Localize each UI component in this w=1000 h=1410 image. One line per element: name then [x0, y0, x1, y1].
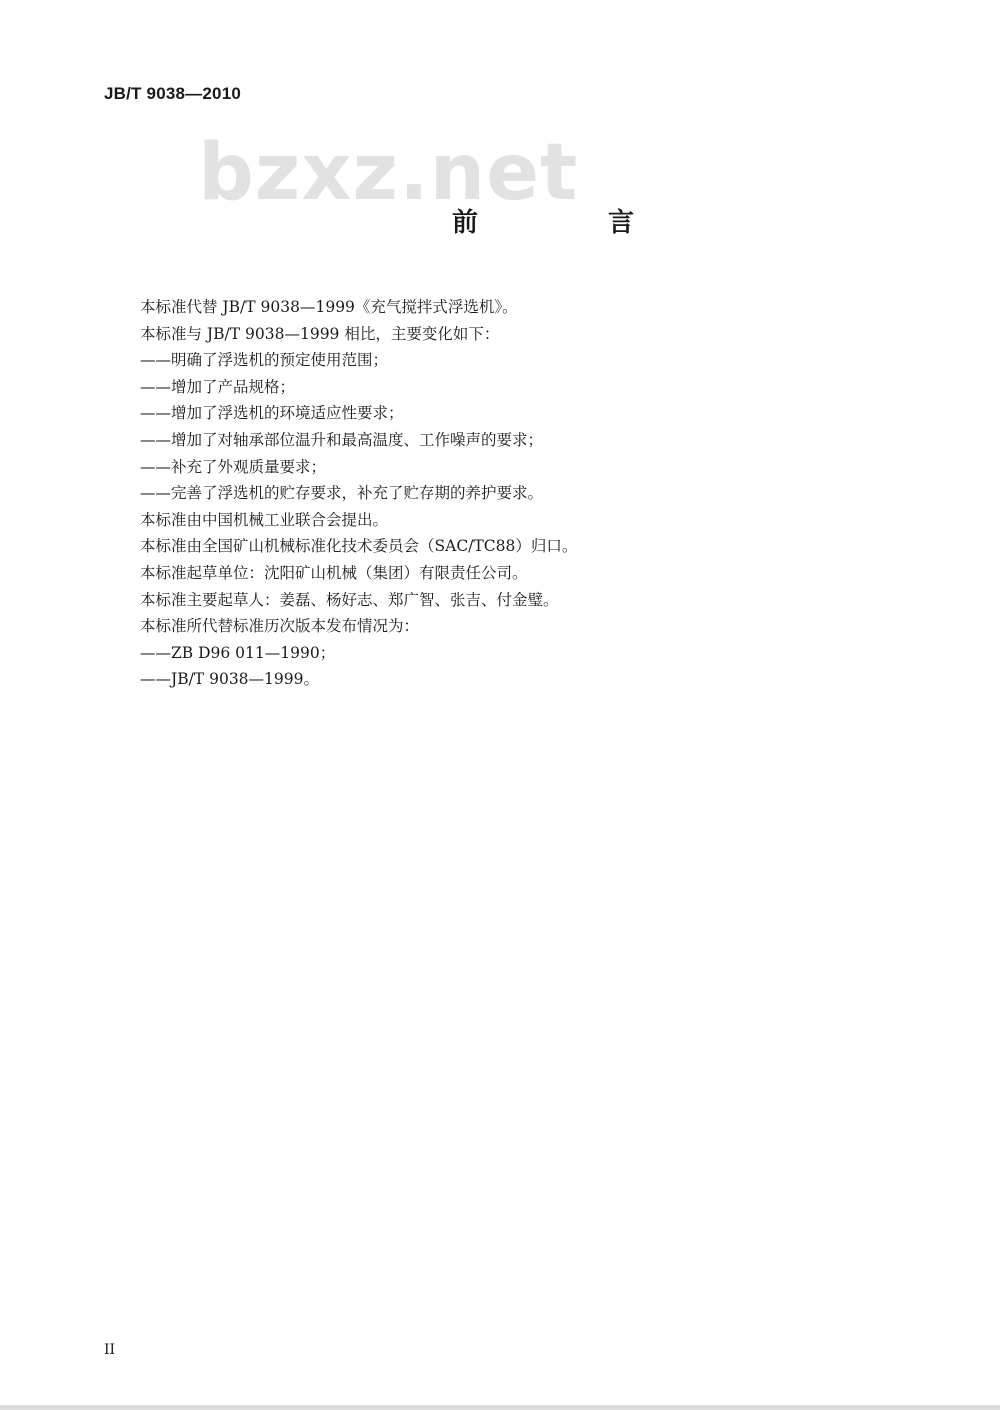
page-bottom-edge	[0, 1405, 1000, 1410]
foreword-line: 本标准所代替标准历次版本发布情况为：	[140, 617, 420, 636]
foreword-line: ——增加了产品规格；	[140, 377, 296, 396]
foreword-line: ——增加了对轴承部位温升和最高温度、工作噪声的要求；	[140, 430, 544, 449]
foreword-line: 本标准代替 JB/T 9038—1999《充气搅拌式浮选机》。	[140, 298, 518, 316]
foreword-line: ——ZB D96 011—1990；	[140, 643, 336, 662]
foreword-line: 本标准起草单位：沈阳矿山机械（集团）有限责任公司。	[140, 563, 528, 582]
foreword-line: 本标准由中国机械工业联合会提出。	[140, 510, 389, 529]
foreword-line: ——补充了外观质量要求；	[140, 457, 327, 476]
foreword-line: 本标准主要起草人：姜磊、杨好志、郑广智、张吉、付金璧。	[140, 590, 559, 609]
page-title: 前 言	[452, 208, 687, 238]
foreword-line: ——JB/T 9038—1999。	[140, 670, 319, 689]
standard-code: JB/T 9038—2010	[104, 84, 241, 103]
foreword-line: ——明确了浮选机的预定使用范围；	[140, 351, 389, 370]
foreword-body	[140, 294, 880, 693]
foreword-line: ——完善了浮选机的贮存要求，补充了贮存期的养护要求。	[140, 484, 544, 503]
watermark: bzxz.net	[198, 128, 579, 218]
foreword-line: ——增加了浮选机的环境适应性要求；	[140, 404, 404, 423]
page-number: II	[104, 1342, 116, 1358]
foreword-line: 本标准由全国矿山机械标准化技术委员会（SAC/TC88）归口。	[140, 537, 578, 556]
foreword-line: 本标准与 JB/T 9038—1999 相比，主要变化如下：	[140, 324, 500, 343]
